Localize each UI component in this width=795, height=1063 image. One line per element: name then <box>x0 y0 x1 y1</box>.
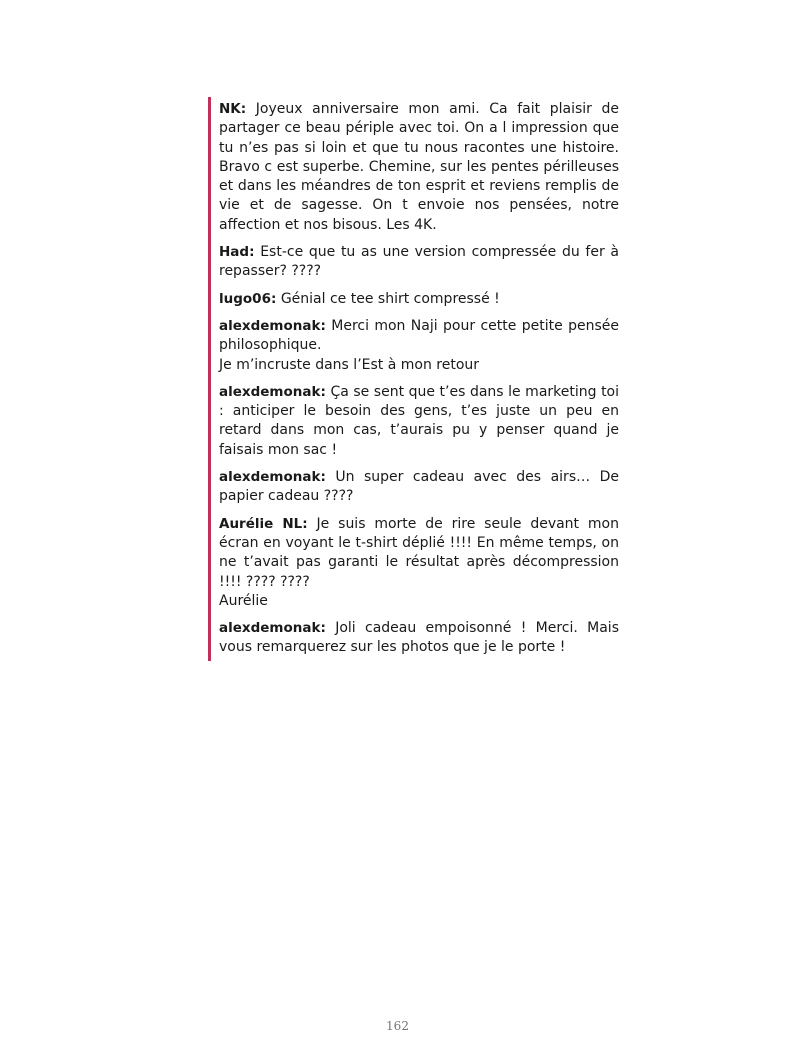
comment <box>219 468 619 507</box>
comment <box>219 290 619 309</box>
comment <box>219 383 619 460</box>
comment-author: alexdemonak: <box>219 317 326 334</box>
comment-text: Génial ce tee shirt compressé ! <box>280 290 500 307</box>
comment <box>219 243 619 282</box>
comment-text: Ça se sent que t’es dans le marketing toi : anticiper le besoin des gens, t’es juste un peu en retard dans mon cas, t’aurais pu y penser quand je faisais mon sac ! <box>219 383 620 458</box>
comment-text: Joyeux anniversaire mon ami. Ca fait plaisir de partager ce beau périple avec toi. On a l impression que tu n’es pas si loin et que tu nous racontes une histoire. Bravo c est superbe. Chemine, sur les pentes périlleuses et dans les méandres de ton esprit et reviens remplis de vie et de sagesse. On t envoie nos pensées, notre affection et nos bisous. Les 4K. <box>219 101 620 233</box>
comment-author: alexdemonak: <box>219 383 326 400</box>
comment-text: Est-ce que tu as une version compressée du fer à repasser? ???? <box>219 244 619 280</box>
comment-text: Je suis morte de rire seule devant mon écran en voyant le t-shirt déplié !!!! En même temps, on ne t’avait pas garanti le résultat après décompression !!!! ???? ???? Aurélie <box>219 515 619 609</box>
comments-block <box>208 97 619 661</box>
comment <box>219 619 619 658</box>
comment-text: Un super cadeau avec des airs… De papier cadeau ???? <box>219 469 619 505</box>
comment-text: Merci mon Naji pour cette petite pensée philosophique. Je m’incruste dans l’Est à mon retour <box>219 317 619 373</box>
comment-author: lugo06: <box>219 290 277 307</box>
comment-author: Aurélie NL: <box>219 515 308 532</box>
page-number: 162 <box>386 1019 409 1033</box>
comment-text: Joli cadeau empoisonné ! Merci. Mais vous remarquerez sur les photos que je le porte ! <box>219 620 619 656</box>
comment <box>219 515 619 611</box>
comment-author: alexdemonak: <box>219 620 326 637</box>
comment <box>219 317 619 375</box>
comment-author: Had: <box>219 244 255 261</box>
comment-author: alexdemonak: <box>219 469 326 486</box>
comment <box>219 100 619 235</box>
comment-author: NK: <box>219 101 247 117</box>
